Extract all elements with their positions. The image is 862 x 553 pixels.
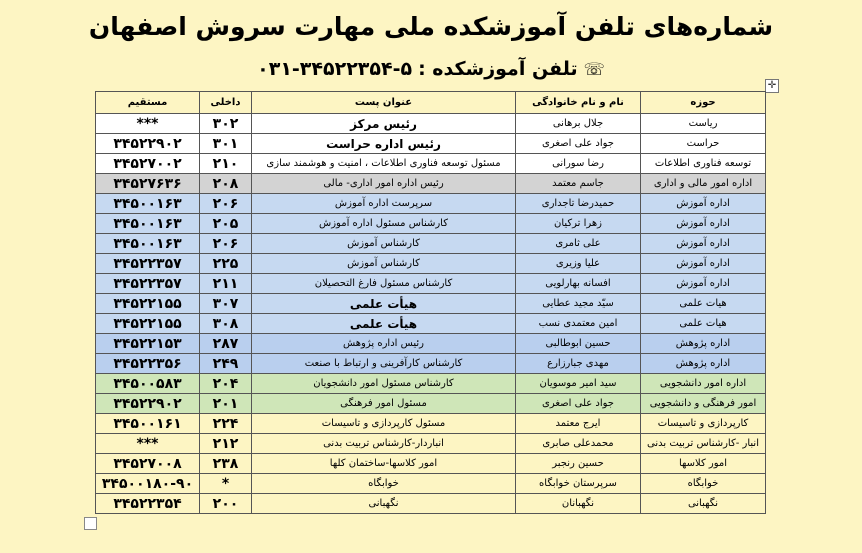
cell-department: هیات علمی bbox=[641, 294, 766, 314]
cell-department: اداره آموزش bbox=[641, 194, 766, 214]
header-department: حوزه bbox=[641, 92, 766, 114]
table-resize-handle[interactable] bbox=[84, 517, 97, 530]
cell-internal: ۲۰۸ bbox=[200, 174, 252, 194]
table-row bbox=[96, 314, 766, 334]
cell-name: حسین رنجبر bbox=[516, 454, 641, 474]
cell-department: اداره آموزش bbox=[641, 274, 766, 294]
cell-department: اداره امور مالی و اداری bbox=[641, 174, 766, 194]
cell-department: ریاست bbox=[641, 114, 766, 134]
cell-position: رئیس اداره امور اداری- مالی bbox=[252, 174, 516, 194]
cell-position: خوابگاه bbox=[252, 474, 516, 494]
cell-name: سرپرستان خوابگاه bbox=[516, 474, 641, 494]
header-position: عنوان پست bbox=[252, 92, 516, 114]
cell-direct: ۳۴۵۰۰۱۶۳ bbox=[96, 214, 200, 234]
cell-direct: ۳۴۵۲۲۹۰۲ bbox=[96, 134, 200, 154]
cell-department: اداره آموزش bbox=[641, 234, 766, 254]
phone-line bbox=[0, 58, 862, 80]
table-row bbox=[96, 254, 766, 274]
cell-department: حراست bbox=[641, 134, 766, 154]
header-direct: مستقیم bbox=[96, 92, 200, 114]
table-row bbox=[96, 434, 766, 454]
cell-internal: ۲۰۱ bbox=[200, 394, 252, 414]
table-row bbox=[96, 294, 766, 314]
cell-internal: ۳۰۲ bbox=[200, 114, 252, 134]
cell-name: مهدی جبارزارع bbox=[516, 354, 641, 374]
cell-name: جلال برهانی bbox=[516, 114, 641, 134]
cell-position: مسئول توسعه فناوری اطلاعات ، امنیت و هوشمند سازی bbox=[252, 154, 516, 174]
cell-name: حسین ابوطالبی bbox=[516, 334, 641, 354]
cell-name: جاسم معتمد bbox=[516, 174, 641, 194]
cell-direct: ۳۴۵۲۷۶۳۶ bbox=[96, 174, 200, 194]
cell-direct: ۳۴۵۲۲۱۵۵ bbox=[96, 294, 200, 314]
cell-position: کارشناس آموزش bbox=[252, 254, 516, 274]
cell-name: زهرا ترکیان bbox=[516, 214, 641, 234]
cell-internal: * bbox=[200, 474, 252, 494]
cell-direct: ۳۴۵۰۰۱۸۰-۹۰ bbox=[96, 474, 200, 494]
table-row bbox=[96, 134, 766, 154]
cell-department: خوابگاه bbox=[641, 474, 766, 494]
cell-position: کارشناس مسئول امور دانشجویان bbox=[252, 374, 516, 394]
table-row bbox=[96, 394, 766, 414]
table-row bbox=[96, 234, 766, 254]
table-row bbox=[96, 414, 766, 434]
table-row bbox=[96, 474, 766, 494]
telephone-icon: ☏ bbox=[583, 60, 605, 80]
cell-department: توسعه فناوری اطلاعات bbox=[641, 154, 766, 174]
cell-position: رئیس اداره حراست bbox=[252, 134, 516, 154]
cell-internal: ۲۰۵ bbox=[200, 214, 252, 234]
cell-internal: ۳۰۱ bbox=[200, 134, 252, 154]
table-row bbox=[96, 214, 766, 234]
cell-department: اداره امور دانشجویی bbox=[641, 374, 766, 394]
cell-name: جواد علی اصغری bbox=[516, 394, 641, 414]
cell-department: کارپردازی و تاسیسات bbox=[641, 414, 766, 434]
cell-internal: ۲۲۵ bbox=[200, 254, 252, 274]
cell-department: امور فرهنگی و دانشجویی bbox=[641, 394, 766, 414]
cell-internal: ۲۰۶ bbox=[200, 194, 252, 214]
cell-direct: *** bbox=[96, 434, 200, 454]
cell-direct: ۳۴۵۲۲۳۵۷ bbox=[96, 274, 200, 294]
cell-position: هیأت علمی bbox=[252, 294, 516, 314]
cell-internal: ۲۲۴ bbox=[200, 414, 252, 434]
table-row bbox=[96, 154, 766, 174]
cell-name: سیّد مجید عطایی bbox=[516, 294, 641, 314]
cell-department: اداره پژوهش bbox=[641, 334, 766, 354]
cell-position: رئیس مرکز bbox=[252, 114, 516, 134]
cell-name: جواد علی اصغری bbox=[516, 134, 641, 154]
cell-name: محمدعلی صابری bbox=[516, 434, 641, 454]
cell-department: اداره پژوهش bbox=[641, 354, 766, 374]
cell-department: امور کلاسها bbox=[641, 454, 766, 474]
cell-internal: ۲۰۰ bbox=[200, 494, 252, 514]
cell-internal: ۳۰۸ bbox=[200, 314, 252, 334]
table-row bbox=[96, 274, 766, 294]
cell-direct: ۳۴۵۰۰۱۶۳ bbox=[96, 194, 200, 214]
cell-direct: *** bbox=[96, 114, 200, 134]
cell-department: هیات علمی bbox=[641, 314, 766, 334]
cell-position: رئیس اداره پژوهش bbox=[252, 334, 516, 354]
cell-direct: ۳۴۵۲۲۳۵۶ bbox=[96, 354, 200, 374]
cell-internal: ۲۰۴ bbox=[200, 374, 252, 394]
cell-direct: ۳۴۵۰۰۱۶۳ bbox=[96, 234, 200, 254]
header-internal: داخلی bbox=[200, 92, 252, 114]
page-title: شماره‌های تلفن آموزشکده ملی مهارت سروش اصفهان bbox=[88, 12, 774, 41]
cell-position: هیأت علمی bbox=[252, 314, 516, 334]
phone-table bbox=[95, 91, 766, 514]
cell-direct: ۳۴۵۰۰۵۸۳ bbox=[96, 374, 200, 394]
cell-position: کارشناس کارآفرینی و ارتباط با صنعت bbox=[252, 354, 516, 374]
cell-internal: ۲۴۹ bbox=[200, 354, 252, 374]
cell-position: انباردار-کارشناس تربیت بدنی bbox=[252, 434, 516, 454]
cell-position: مسئول کارپردازی و تاسیسات bbox=[252, 414, 516, 434]
table-header-row bbox=[96, 92, 766, 114]
cell-department: اداره آموزش bbox=[641, 214, 766, 234]
table-row bbox=[96, 194, 766, 214]
table-move-handle-icon[interactable]: ✛ bbox=[765, 79, 779, 93]
cell-position: مسئول امور فرهنگی bbox=[252, 394, 516, 414]
table-row bbox=[96, 174, 766, 194]
header-name: نام و نام خانوادگی bbox=[516, 92, 641, 114]
table-row bbox=[96, 114, 766, 134]
phone-label: تلفن آموزشکده : bbox=[418, 58, 578, 80]
cell-department: اداره آموزش bbox=[641, 254, 766, 274]
cell-name: ایرج معتمد bbox=[516, 414, 641, 434]
cell-name: افسانه بهارلویی bbox=[516, 274, 641, 294]
cell-name: رضا سورانی bbox=[516, 154, 641, 174]
table-row bbox=[96, 454, 766, 474]
cell-position: کارشناس آموزش bbox=[252, 234, 516, 254]
cell-position: کارشناس مسئول اداره آموزش bbox=[252, 214, 516, 234]
table-row bbox=[96, 374, 766, 394]
table-row bbox=[96, 334, 766, 354]
cell-direct: ۳۴۵۲۷۰۰۲ bbox=[96, 154, 200, 174]
cell-name: نگهبانان bbox=[516, 494, 641, 514]
cell-direct: ۳۴۵۲۲۹۰۲ bbox=[96, 394, 200, 414]
cell-department: انبار -کارشناس تربیت بدنی bbox=[641, 434, 766, 454]
cell-internal: ۲۱۲ bbox=[200, 434, 252, 454]
cell-direct: ۳۴۵۲۲۱۵۳ bbox=[96, 334, 200, 354]
cell-direct: ۳۴۵۲۲۳۵۷ bbox=[96, 254, 200, 274]
phone-number: ۰۳۱-۳۴۵۲۲۳۵۴-۵ bbox=[257, 58, 413, 80]
table-body bbox=[96, 114, 766, 514]
cell-name: علی ثامری bbox=[516, 234, 641, 254]
cell-internal: ۲۱۱ bbox=[200, 274, 252, 294]
cell-name: حمیدرضا تاجداری bbox=[516, 194, 641, 214]
cell-internal: ۲۳۸ bbox=[200, 454, 252, 474]
cell-internal: ۲۱۰ bbox=[200, 154, 252, 174]
cell-name: علیا وزیری bbox=[516, 254, 641, 274]
table-row bbox=[96, 494, 766, 514]
cell-position: نگهبانی bbox=[252, 494, 516, 514]
cell-position: امور کلاسها-ساختمان کلها bbox=[252, 454, 516, 474]
cell-direct: ۳۴۵۰۰۱۶۱ bbox=[96, 414, 200, 434]
cell-direct: ۳۴۵۲۲۳۵۴ bbox=[96, 494, 200, 514]
cell-name: سید امیر موسویان bbox=[516, 374, 641, 394]
table-row bbox=[96, 354, 766, 374]
cell-direct: ۳۴۵۲۷۰۰۸ bbox=[96, 454, 200, 474]
cell-direct: ۳۴۵۲۲۱۵۵ bbox=[96, 314, 200, 334]
cell-internal: ۳۰۷ bbox=[200, 294, 252, 314]
cell-internal: ۲۸۷ bbox=[200, 334, 252, 354]
cell-position: سرپرست اداره آموزش bbox=[252, 194, 516, 214]
cell-name: امین معتمدی نسب bbox=[516, 314, 641, 334]
cell-internal: ۲۰۶ bbox=[200, 234, 252, 254]
cell-position: کارشناس مسئول فارغ التحصیلان bbox=[252, 274, 516, 294]
cell-department: نگهبانی bbox=[641, 494, 766, 514]
